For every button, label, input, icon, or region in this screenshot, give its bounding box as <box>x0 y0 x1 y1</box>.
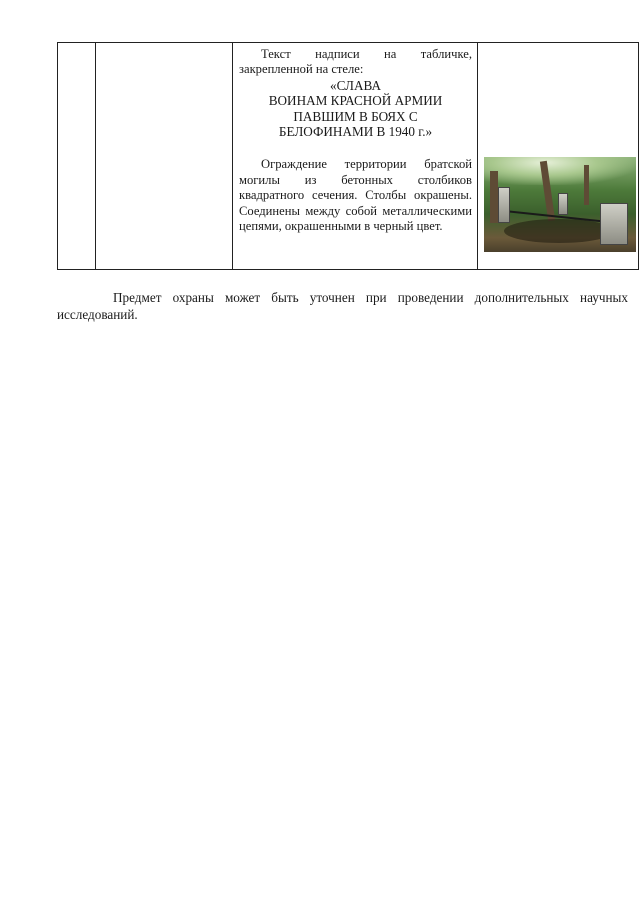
photo-foliage <box>484 157 636 185</box>
photo-concrete-post <box>600 203 628 245</box>
footer-note <box>57 289 628 323</box>
inscription-line: БЕЛОФИНАМИ В 1940 г.» <box>278 124 433 140</box>
inscription-line: ПАВШИМ В БОЯХ С <box>293 108 418 124</box>
description-cell <box>233 43 478 270</box>
inscription-intro: Текст надписи на табличке, закрепленной на стеле: <box>239 47 472 77</box>
fence-photo <box>484 157 636 252</box>
protection-subject-table <box>57 42 639 270</box>
object-cell <box>96 43 233 270</box>
photo-tree-trunk <box>584 165 589 205</box>
photo-tree-trunk <box>490 171 498 223</box>
photo-cell <box>478 43 639 270</box>
spacer <box>239 139 472 157</box>
inscription-line: «СЛАВА <box>329 77 382 93</box>
photo-concrete-post <box>498 187 510 223</box>
number-cell <box>58 43 96 270</box>
photo-shadow <box>504 219 614 243</box>
photo-concrete-post <box>558 193 568 215</box>
inscription-line: ВОИНАМ КРАСНОЙ АРМИИ <box>268 93 443 109</box>
footer-text: Предмет охраны может быть уточнен при проведении дополнительных научных исследований. <box>57 290 628 322</box>
table-row <box>58 43 639 270</box>
fence-description: Ограждение территории братской могилы из бетонных столбиков квадратного сечения. Столбы окрашены. Соединены между собой металлическими цепями, окрашенными в черный цвет. <box>239 157 472 234</box>
